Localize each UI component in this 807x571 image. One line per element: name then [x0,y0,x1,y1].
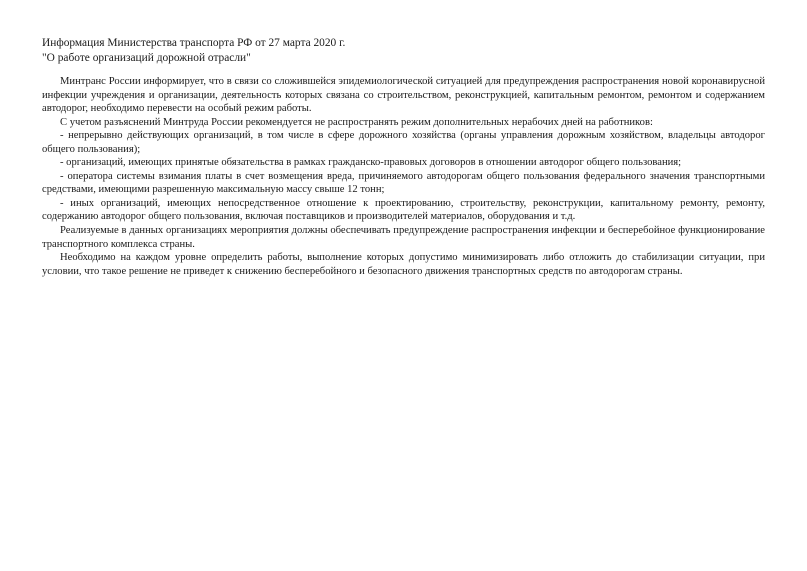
paragraph-intro: Минтранс России информирует, что в связи со сложившейся эпидемиологической ситуацией для предупреждения распространения новой коронавирусной инфекции учреждения и организации, деятельность которых связана со строительством, реконструкцией, капитальным ремонтом, ремонтом и содержанием автодорог, необходимо перевести на особый режим работы. [42,76,765,115]
paragraph-recommendation: С учетом разъяснений Минтруда России рекомендуется не распространять режим дополнительных нерабочих дней на работников: [60,116,653,128]
document-title: Информация Министерства транспорта РФ от 27 марта 2020 г. [42,37,346,49]
list-item-contract-organizations: - организаций, имеющих принятые обязательства в рамках гражданско-правовых договоров в отношении автодорог общего пользования; [60,157,682,169]
list-item-continuous-organizations: - непрерывно действующих организаций, в том числе в сфере дорожного хозяйства (органы управления дорожным хозяйством, владельцы автодорог общего пользования); [42,130,765,155]
paragraph-conclusion: Необходимо на каждом уровне определить работы, выполнение которых допустимо минимизировать либо отложить до стабилизации ситуации, при условии, что такое решение не приведет к снижению бесперебойного и безопасного движения транспортных средств по автодорогам страны. [42,252,765,277]
list-item-toll-operator: - оператора системы взимания платы в счет возмещения вреда, причиняемого автодорогам общего пользования федерального значения транспортными средствами, имеющими разрешенную максимальную массу свыше 12 тонн; [42,170,765,196]
list-item-other-organizations: - иных организаций, имеющих непосредственное отношение к проектированию, строительству, реконструкции, капитальному ремонту, ремонту, содержанию автодорог общего пользования, включая поставщиков и производителей материалов, оборудования и т.д. [42,197,765,223]
document-subtitle: "О работе организаций дорожной отрасли" [42,52,251,64]
paragraph-measures: Реализуемые в данных организациях мероприятия должны обеспечивать предупреждение распространения инфекции и бесперебойное функционирование транспортного комплекса страны. [42,225,765,250]
document-page [42,36,765,278]
